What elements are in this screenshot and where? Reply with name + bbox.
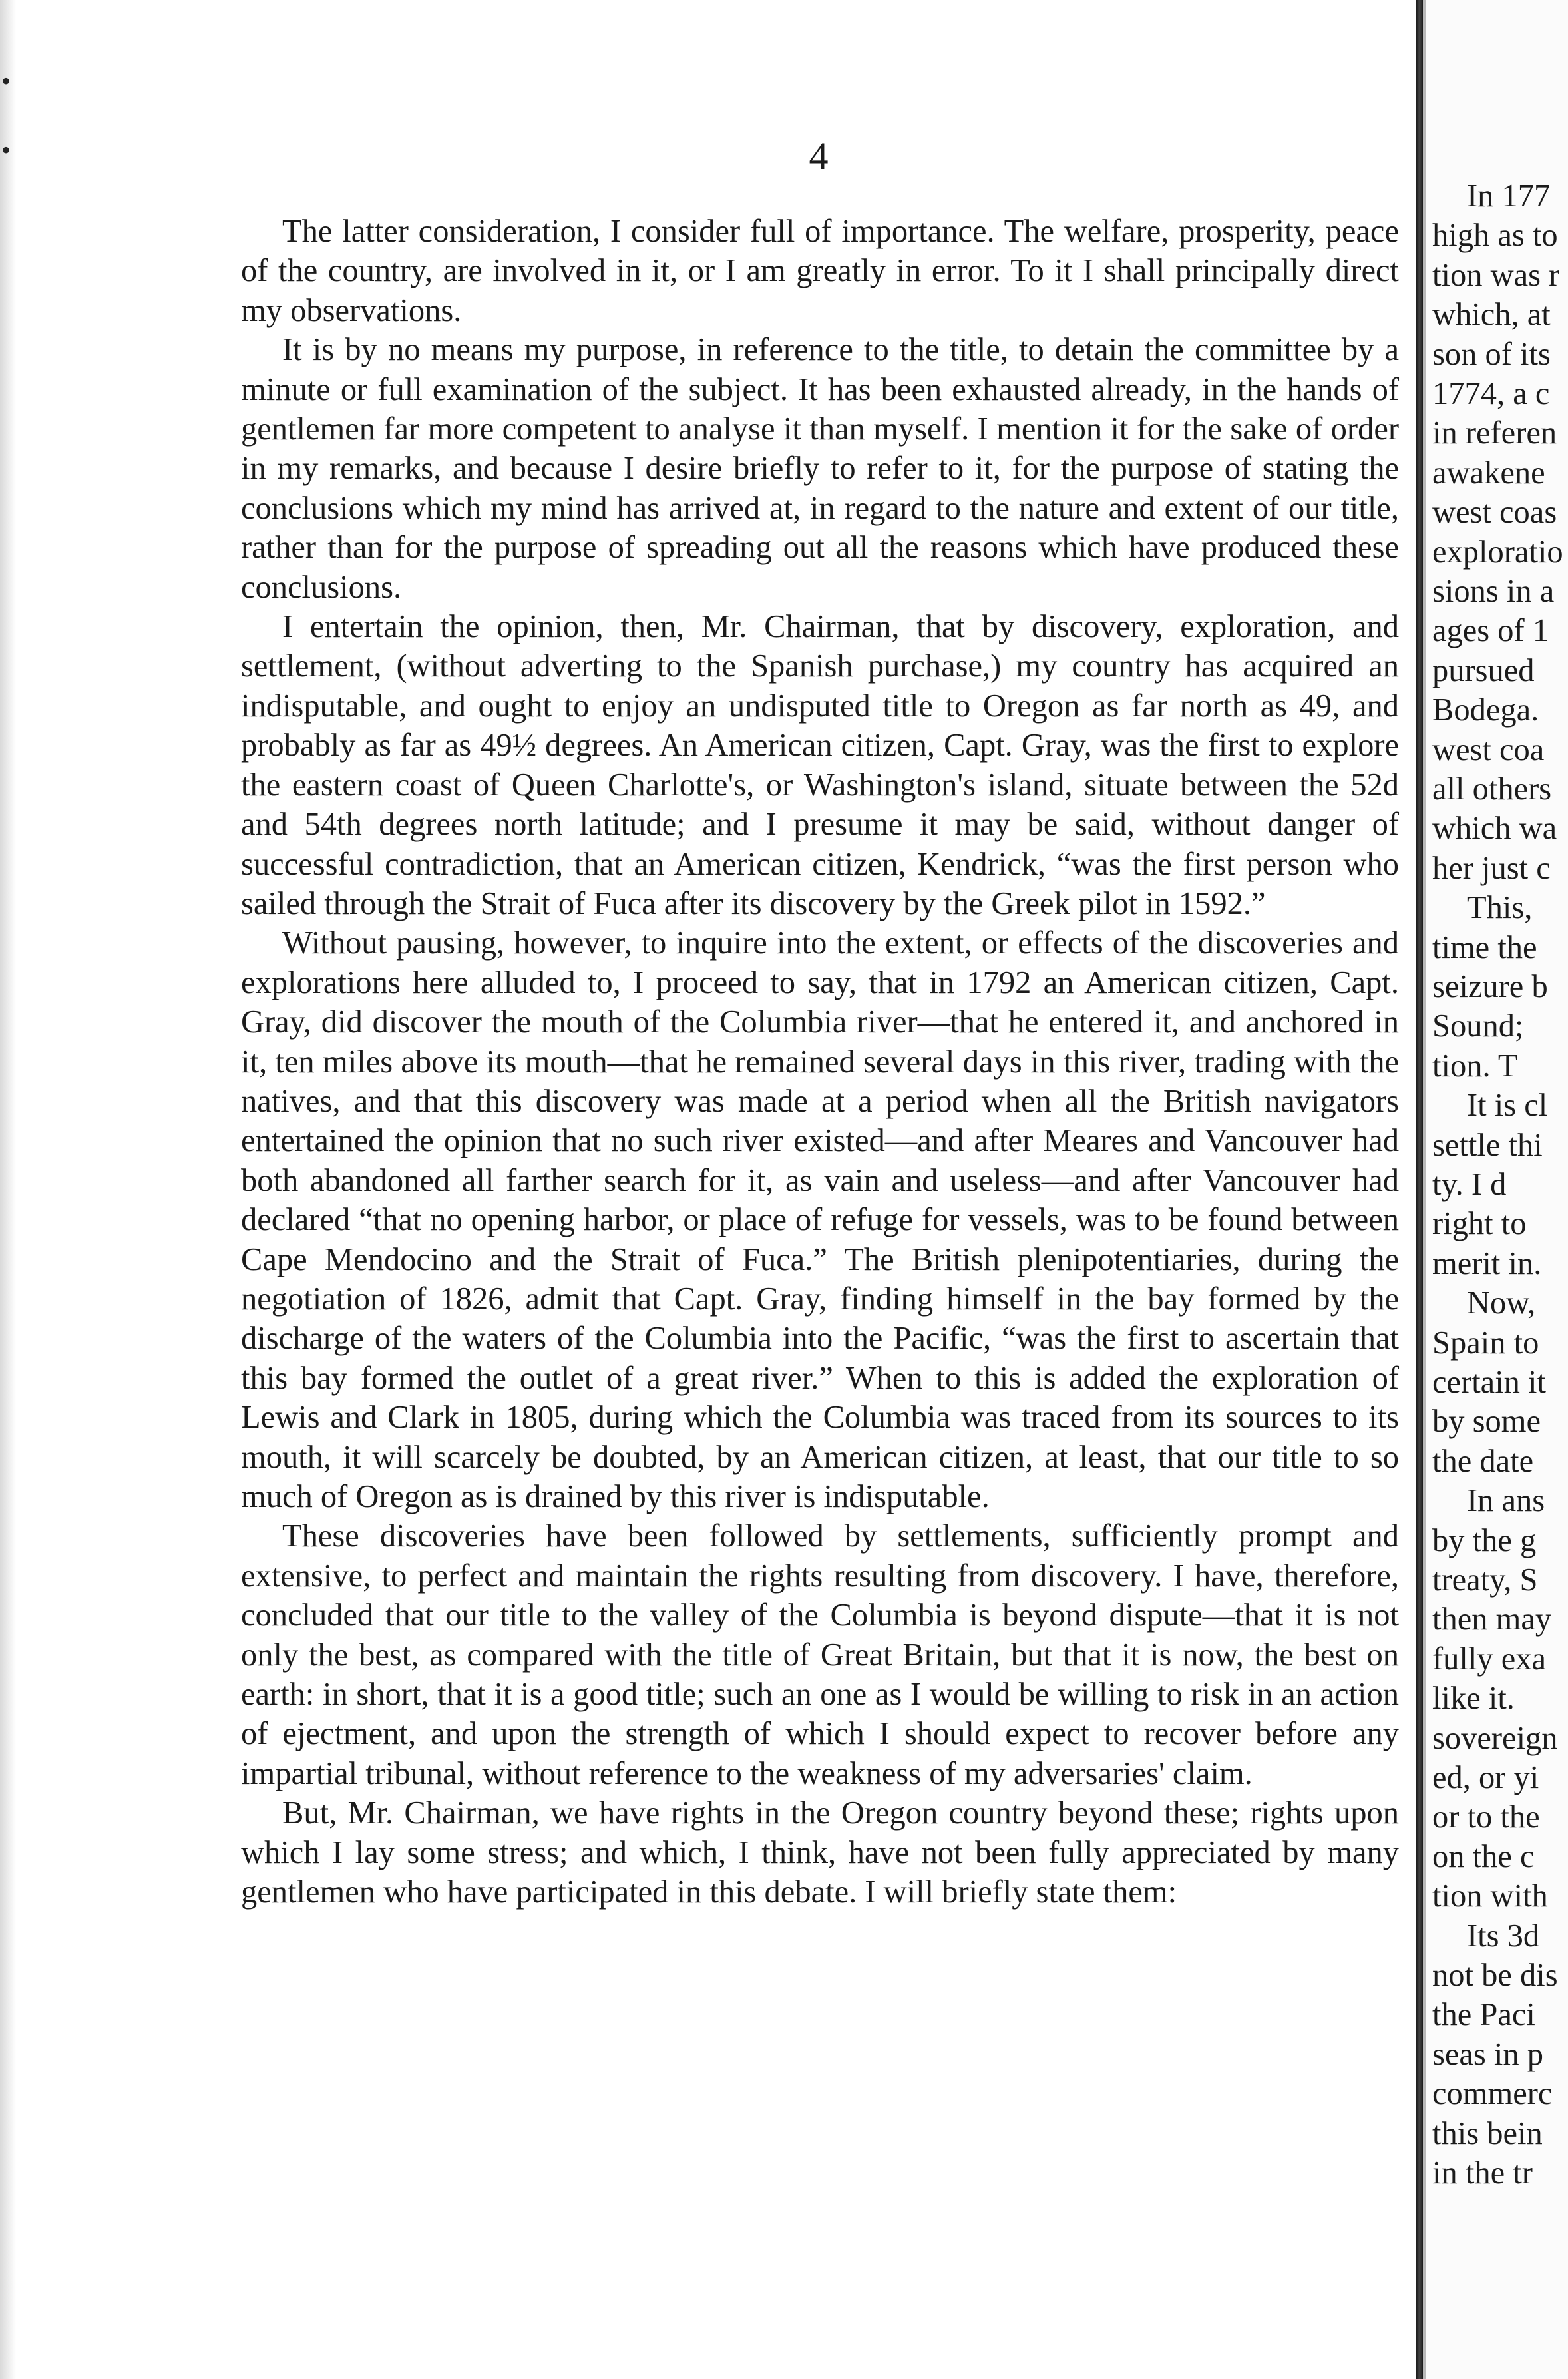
adjacent-page-line: Its 3d [1467, 1918, 1540, 1954]
adjacent-page-line: It is cl [1467, 1088, 1548, 1124]
adjacent-page-line: settle thi [1432, 1127, 1543, 1163]
adjacent-page-line: fully exa [1432, 1641, 1547, 1677]
adjacent-page-line: Now, [1467, 1285, 1536, 1321]
adjacent-page-line: on the c [1432, 1838, 1535, 1874]
adjacent-page-line: her just c [1432, 850, 1551, 886]
adjacent-page-line: sovereign [1432, 1720, 1558, 1756]
adjacent-page-line: then may [1432, 1602, 1552, 1637]
adjacent-page-line: the Paci [1432, 1997, 1535, 2033]
adjacent-page-line: west coas [1432, 495, 1557, 531]
page-number: 4 [809, 134, 829, 178]
adjacent-page-line: ages of 1 [1432, 613, 1549, 649]
adjacent-page-line: the date [1432, 1443, 1534, 1479]
adjacent-page-line: high as to [1432, 218, 1558, 254]
adjacent-page-line: tion. T [1432, 1048, 1518, 1084]
adjacent-page-line: treaty, S [1432, 1562, 1538, 1598]
adjacent-page-line: certain it [1432, 1365, 1547, 1400]
paragraph: Without pausing, however, to inquire into the extent, or effects of the discoveries and explorations here alluded to, I proceed to say, that in 1792 an American citizen, Capt. Gray, did discover the mouth of the Columbia river—that he entered it, and anchored in it, ten miles above its mouth—that he remained several days in this river, trading with the natives, and that this discovery was made at a period when all the British navigators entertained the opinion that no such river existed—and after Meares and Vancouver had both abandoned all farther search for it, as vain and useless—and after Vancouver had declared “that no opening harbor, or place of refuge for vessels, was to be found between Cape Mendocino and the Strait of Fuca.” The British plenipotentiaries, during the negotiation of 1826, admit that Capt. Gray, finding himself in the bay formed by the discharge of the waters of the Columbia into the Pacific, “was the first to ascertain that this bay formed the outlet of a great river.” When to this is added the exploration of Lewis and Clark in 1805, during which the Columbia was traced from its sources to its mouth, it will scarcely be doubted, by an American citizen, at least, that our title to so much of Oregon as is drained by this river is indisputable. [241, 925, 1399, 1514]
adjacent-page-line: like it. [1432, 1681, 1515, 1717]
paragraph: It is by no means my purpose, in reference to the title, to detain the committee by a minute or full examination of the subject. It has been exhausted already, in the hands of gentlemen far more competent to analyse it than myself. I mention it for the sake of order in my remarks, and because I desire briefly to refer to it, for the purpose of stating the conclusions which my mind has arrived at, in regard to the nature and extent of our title, rather than for the purpose of spreading out all the reasons which have produced these conclusions. [241, 332, 1399, 605]
adjacent-page-line: Spain to [1432, 1325, 1539, 1361]
body-text [241, 212, 1399, 1912]
adjacent-page-line: not be dis [1432, 1958, 1558, 1993]
adjacent-page-line: tion was r [1432, 257, 1560, 293]
adjacent-page-line: son of its [1432, 336, 1551, 372]
adjacent-page-line: ed, or yi [1432, 1760, 1539, 1795]
adjacent-page-line: right to [1432, 1206, 1527, 1242]
adjacent-page-line: In ans [1467, 1483, 1545, 1519]
adjacent-page-line: west coa [1432, 732, 1545, 767]
adjacent-page-line: In 177 [1467, 178, 1551, 214]
paragraph: I entertain the opinion, then, Mr. Chairman, that by discovery, exploration, and settlement, (without adverting to the Spanish purchase,) my country has acquired an indisputable, and ought to enjoy an undisputed title to Oregon as far north as 49, and probably as far as 49½ degrees. An American citizen, Capt. Gray, was the first to explore the eastern coast of Queen Charlotte's, or Washington's island, situate between the 52d and 54th degrees north latitude; and I presume it may be said, without danger of successful contradiction, that an American citizen, Kendrick, “was the first person who sailed through the Strait of Fuca after its discovery by the Greek pilot in 1592.” [241, 609, 1399, 921]
adjacent-page-line: by some [1432, 1404, 1541, 1440]
adjacent-page-line: commerc [1432, 2076, 1553, 2112]
page-fold-shadow [1416, 0, 1423, 2379]
paragraph: These discoveries have been followed by settlements, sufficiently prompt and extensive, to perfect and maintain the rights resulting from discovery. I have, therefore, concluded that our title to the valley of the Columbia is beyond dispute—that it is not only the best, as compared with the title of Great Britain, but that it is now, the best on earth: in short, that it is a good title; such an one as I would be willing to risk in an action of ejectment, and upon the strength of which I should expect to recover before any impartial tribunal, without reference to the weakness of my adversaries' claim. [241, 1518, 1399, 1791]
adjacent-page-line: in the tr [1432, 2155, 1533, 2191]
adjacent-page-line: merit in. [1432, 1245, 1542, 1281]
adjacent-page-fragment [1426, 0, 1568, 2379]
adjacent-page-line: seas in p [1432, 2036, 1544, 2072]
adjacent-page-line: this bein [1432, 2115, 1543, 2151]
adjacent-page-line: all others [1432, 771, 1552, 807]
adjacent-page-line: time the [1432, 929, 1537, 965]
adjacent-page-line: awakene [1432, 455, 1545, 491]
adjacent-page-line: by the g [1432, 1522, 1537, 1558]
adjacent-page-line: in referen [1432, 415, 1557, 451]
adjacent-page-line: or to the [1432, 1799, 1540, 1835]
paragraph: But, Mr. Chairman, we have rights in the Oregon country beyond these; rights upon which I lay some stress; and which, I think, have not been fully appreciated by many gentlemen who have participated in this debate. I will briefly state them: [241, 1795, 1399, 1910]
edge-mark: • [1, 135, 11, 165]
edge-mark: • [1, 66, 11, 96]
adjacent-page-line: sions in a [1432, 574, 1555, 609]
adjacent-page-line: ty. I d [1432, 1167, 1507, 1202]
adjacent-page-line: which, at [1432, 297, 1551, 333]
paragraph: The latter consideration, I consider full of importance. The welfare, prosperity, peace of the country, are involved in it, or I am greatly in error. To it I shall principally direct my observations. [241, 214, 1399, 328]
adjacent-page-line: pursued [1432, 652, 1535, 688]
adjacent-page-line: seizure b [1432, 969, 1548, 1004]
adjacent-page-line: 1774, a c [1432, 376, 1550, 411]
adjacent-page-line: Sound; [1432, 1008, 1524, 1044]
adjacent-page-line: exploratio [1432, 534, 1563, 570]
adjacent-page-line: This, [1467, 890, 1533, 926]
adjacent-page-line: tion with [1432, 1878, 1548, 1914]
adjacent-page-line: Bodega. [1432, 692, 1539, 728]
adjacent-page-line: which wa [1432, 811, 1557, 847]
